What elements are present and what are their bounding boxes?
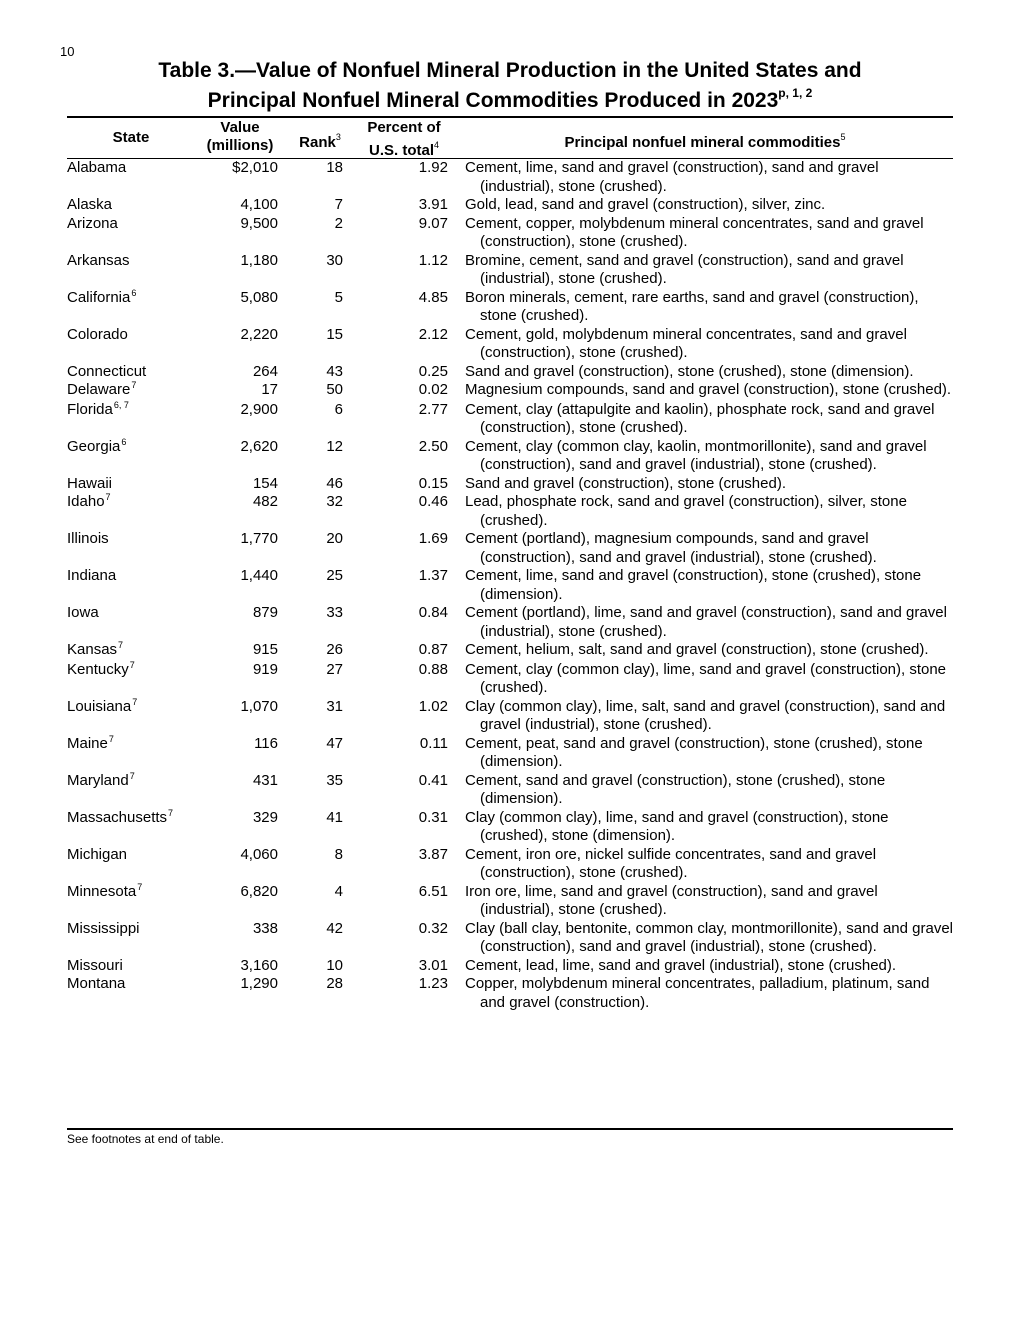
cell-rank: 50 [326, 381, 343, 398]
cell-value: 9,500 [240, 214, 278, 232]
commodities-text: Clay (ball clay, bentonite, common clay, montmorillonite), sand and gravel (construction), sand and gravel (industrial), stone (crushed). [465, 919, 953, 955]
commodities-text: Sand and gravel (construction), stone (crushed). [465, 474, 786, 492]
state-name: Illinois [67, 530, 109, 547]
table-row [67, 604, 953, 641]
state-name: Maryland [67, 771, 129, 789]
cell-state [67, 883, 205, 920]
cell-commodities [448, 846, 953, 883]
cell-rank: 20 [326, 530, 343, 547]
cell-commodities [448, 883, 953, 920]
commodities-text: Cement, clay (common clay, kaolin, montmorillonite), sand and gravel (construction), sand and gravel (industrial), stone (crushed). [465, 437, 927, 473]
state-name: Colorado [67, 325, 128, 343]
header-state [67, 129, 195, 147]
cell-rank: 25 [326, 567, 343, 584]
state-name: Connecticut [67, 362, 147, 380]
state-name: Kentucky [67, 660, 129, 678]
state-footnote-mark: 7 [108, 733, 114, 744]
commodities-text: Cement, helium, salt, sand and gravel (construction), stone (crushed). [465, 641, 929, 658]
header-value [196, 119, 284, 155]
cell-rank: 15 [326, 325, 343, 343]
cell-percent: 2.12 [418, 325, 448, 343]
cell-state [67, 567, 205, 604]
commodities-text: Cement, lime, sand and gravel (construction), stone (crushed), stone (dimension). [465, 567, 922, 603]
cell-rank: 27 [326, 660, 343, 678]
cell-state [67, 363, 205, 382]
cell-rank: 35 [326, 771, 343, 789]
cell-percent: 3.91 [418, 196, 448, 213]
state-name: Hawaii [67, 474, 113, 492]
cell-percent: 0.41 [418, 771, 448, 789]
cell-rank: 6 [334, 400, 343, 418]
cell-percent: 2.50 [418, 437, 448, 455]
cell-state [67, 438, 205, 475]
cell-value: 6,820 [240, 882, 278, 900]
cell-state [67, 772, 205, 809]
cell-percent: 0.84 [418, 604, 448, 621]
state-footnote-mark: 6 [121, 436, 127, 447]
state-name: Idaho [67, 493, 105, 510]
cell-value: 17 [261, 381, 278, 398]
commodities-text: Boron minerals, cement, rare earths, sand and gravel (construction), stone (crushed). [465, 288, 919, 324]
cell-commodities [448, 735, 953, 772]
state-name: Maine [67, 734, 108, 752]
cell-value: 2,220 [240, 325, 278, 343]
table-body [67, 159, 953, 1012]
cell-value: 2,620 [240, 437, 278, 455]
cell-commodities [448, 159, 953, 196]
table-row [67, 381, 953, 401]
cell-value: 1,770 [240, 530, 278, 547]
header-commodities [460, 129, 950, 152]
state-name: Arizona [67, 214, 118, 232]
cell-rank: 46 [326, 474, 343, 492]
state-name: Mississippi [67, 919, 140, 937]
cell-rank: 10 [326, 956, 343, 974]
cell-rank: 30 [326, 251, 343, 269]
cell-percent: 1.92 [418, 159, 448, 176]
cell-percent: 0.32 [418, 919, 448, 937]
cell-state [67, 530, 205, 567]
state-name: Georgia [67, 437, 121, 455]
state-footnote-mark: 6 [131, 287, 137, 298]
commodities-text: Cement, peat, sand and gravel (construction), stone (crushed), stone (dimension). [465, 734, 923, 770]
cell-state [67, 957, 205, 976]
header-commodities-sup: 5 [840, 132, 846, 142]
commodities-text: Cement (portland), magnesium compounds, sand and gravel (construction), sand and gravel (industrial), stone (crushed). [465, 530, 877, 566]
table-row [67, 975, 953, 1012]
cell-value: 879 [252, 604, 278, 621]
commodities-text: Cement, copper, molybdenum mineral concentrates, sand and gravel (construction), stone (crushed). [465, 214, 924, 250]
cell-state [67, 641, 205, 661]
state-name: Massachusetts [67, 808, 168, 826]
cell-commodities [448, 567, 953, 604]
table-row [67, 215, 953, 252]
commodities-text: Gold, lead, sand and gravel (construction), silver, zinc. [465, 196, 826, 213]
cell-value: $2,010 [232, 159, 278, 176]
state-name: Iowa [67, 604, 99, 621]
header-value-line2: (millions) [206, 137, 274, 154]
cell-commodities [448, 381, 953, 401]
table-row [67, 289, 953, 326]
cell-state [67, 475, 205, 494]
cell-state [67, 698, 205, 735]
cell-commodities [448, 475, 953, 494]
cell-commodities [448, 641, 953, 661]
state-name: California [67, 288, 131, 306]
state-footnote-mark: 7 [129, 770, 135, 781]
state-name: Delaware [67, 381, 131, 398]
table-row [67, 809, 953, 846]
table-row [67, 567, 953, 604]
cell-commodities [448, 252, 953, 289]
table-row [67, 196, 953, 215]
commodities-text: Clay (common clay), lime, salt, sand and gravel (construction), sand and gravel (industrial), stone (crushed). [465, 697, 946, 733]
cell-rank: 42 [326, 919, 343, 937]
cell-value: 1,180 [240, 251, 278, 269]
cell-state [67, 252, 205, 289]
cell-commodities [448, 809, 953, 846]
cell-state [67, 846, 205, 883]
table-row [67, 363, 953, 382]
title-text-2: Principal Nonfuel Mineral Commodities Produced in 2023 [207, 89, 779, 112]
cell-value: 1,070 [240, 697, 278, 715]
commodities-text: Bromine, cement, sand and gravel (construction), sand and gravel (industrial), stone (crushed). [465, 251, 904, 287]
header-percent-line1: Percent of [367, 119, 441, 136]
cell-rank: 8 [334, 845, 343, 863]
cell-value: 264 [252, 362, 278, 380]
cell-value: 338 [252, 919, 278, 937]
state-footnote-mark: 7 [168, 807, 174, 818]
header-percent [355, 119, 453, 160]
table-row [67, 735, 953, 772]
cell-rank: 28 [326, 975, 343, 992]
cell-percent: 3.87 [418, 845, 448, 863]
table-title-line-1 [67, 59, 953, 83]
cell-rank: 41 [326, 808, 343, 826]
commodities-text: Cement, lead, lime, sand and gravel (industrial), stone (crushed). [465, 956, 897, 974]
cell-percent: 0.11 [419, 734, 448, 752]
commodities-text: Copper, molybdenum mineral concentrates, palladium, platinum, sand and gravel (construction). [465, 975, 930, 1011]
state-name: Minnesota [67, 882, 137, 900]
cell-commodities [448, 438, 953, 475]
table-row [67, 641, 953, 661]
state-footnote-mark: 7 [131, 380, 137, 390]
state-footnote-mark: 7 [129, 659, 135, 670]
commodities-text: Cement (portland), lime, sand and gravel (construction), sand and gravel (industrial), stone (crushed). [465, 604, 947, 640]
state-name: Alabama [67, 159, 127, 176]
table-row [67, 957, 953, 976]
title-footnote-marks: p, 1, 2 [778, 86, 813, 100]
mineral-production-table [67, 159, 953, 1012]
cell-value: 5,080 [240, 288, 278, 306]
cell-commodities [448, 215, 953, 252]
cell-state [67, 401, 205, 438]
cell-percent: 1.23 [418, 975, 448, 992]
cell-value: 329 [252, 808, 278, 826]
state-name: Kansas [67, 641, 118, 658]
cell-state [67, 159, 205, 196]
footnote: See footnotes at end of table. [67, 1132, 224, 1146]
cell-percent: 3.01 [418, 956, 448, 974]
state-footnote-mark: 7 [132, 696, 138, 707]
cell-commodities [448, 604, 953, 641]
table-row [67, 252, 953, 289]
table-row [67, 475, 953, 494]
cell-rank: 2 [334, 214, 343, 232]
cell-value: 919 [252, 660, 278, 678]
cell-rank: 7 [334, 196, 343, 213]
state-footnote-mark: 7 [105, 492, 111, 502]
table-row [67, 326, 953, 363]
header-value-line1: Value [220, 119, 260, 136]
cell-commodities [448, 196, 953, 215]
cell-rank: 18 [326, 159, 343, 176]
state-name: Louisiana [67, 697, 132, 715]
header-state-label: State [112, 129, 150, 146]
cell-state [67, 735, 205, 772]
cell-value: 915 [252, 641, 278, 658]
state-name: Missouri [67, 956, 123, 974]
top-rule [67, 116, 953, 118]
commodities-text: Lead, phosphate rock, sand and gravel (construction), silver, stone (crushed). [465, 493, 907, 529]
header-rank-sup: 3 [335, 132, 341, 142]
commodities-text: Cement, lime, sand and gravel (construction), sand and gravel (industrial), stone (crushed). [465, 159, 879, 195]
header-rank [290, 129, 350, 152]
table-row [67, 920, 953, 957]
cell-percent: 1.02 [418, 697, 448, 715]
cell-value: 1,290 [240, 975, 278, 992]
header-commodities-label: Principal nonfuel mineral commodities [564, 134, 841, 151]
table-row [67, 846, 953, 883]
table-row [67, 772, 953, 809]
cell-state [67, 381, 205, 401]
table-row [67, 661, 953, 698]
cell-state [67, 196, 205, 215]
page-number: 10 [60, 44, 75, 59]
cell-rank: 26 [326, 641, 343, 658]
cell-commodities [448, 975, 953, 1012]
cell-value: 431 [252, 771, 278, 789]
cell-state [67, 326, 205, 363]
cell-state [67, 215, 205, 252]
cell-value: 154 [252, 474, 278, 492]
commodities-text: Cement, iron ore, nickel sulfide concentrates, sand and gravel (construction), stone (crushed). [465, 845, 877, 881]
cell-percent: 4.85 [418, 288, 448, 306]
cell-commodities [448, 326, 953, 363]
commodities-text: Cement, gold, molybdenum mineral concentrates, sand and gravel (construction), stone (crushed). [465, 325, 907, 361]
table-row [67, 883, 953, 920]
cell-value: 482 [252, 493, 278, 510]
cell-commodities [448, 772, 953, 809]
cell-percent: 0.31 [418, 808, 448, 826]
cell-percent: 6.51 [418, 882, 448, 900]
state-name: Indiana [67, 567, 117, 584]
cell-commodities [448, 920, 953, 957]
cell-value: 3,160 [240, 956, 278, 974]
cell-value: 4,100 [240, 196, 278, 213]
cell-state [67, 661, 205, 698]
header-percent-line2: U.S. total [368, 142, 434, 159]
cell-percent: 1.37 [418, 567, 448, 584]
table-row [67, 493, 953, 530]
cell-rank: 43 [326, 362, 343, 380]
title-text-1: Table 3.—Value of Nonfuel Mineral Production in the United States and [158, 59, 862, 82]
table-row [67, 159, 953, 196]
cell-commodities [448, 363, 953, 382]
state-footnote-mark: 6, 7 [113, 399, 129, 410]
cell-rank: 4 [334, 882, 343, 900]
header-rank-label: Rank [299, 134, 336, 151]
commodities-text: Sand and gravel (construction), stone (crushed), stone (dimension). [465, 362, 914, 380]
cell-commodities [448, 661, 953, 698]
cell-value: 2,900 [240, 400, 278, 418]
cell-value: 1,440 [240, 567, 278, 584]
state-footnote-mark: 7 [118, 640, 124, 650]
cell-commodities [448, 698, 953, 735]
cell-commodities [448, 957, 953, 976]
cell-state [67, 920, 205, 957]
commodities-text: Iron ore, lime, sand and gravel (construction), sand and gravel (industrial), stone (crushed). [465, 882, 878, 918]
cell-commodities [448, 289, 953, 326]
header-percent-sup: 4 [434, 140, 440, 150]
state-name: Alaska [67, 196, 113, 213]
state-name: Florida [67, 400, 113, 418]
state-name: Montana [67, 975, 126, 992]
commodities-text: Cement, clay (common clay), lime, sand and gravel (construction), stone (crushed). [465, 660, 947, 696]
cell-rank: 31 [326, 697, 343, 715]
cell-percent: 9.07 [418, 214, 448, 232]
table-title-line-2 [67, 83, 953, 113]
cell-percent: 0.46 [418, 493, 448, 510]
cell-state [67, 289, 205, 326]
state-footnote-mark: 7 [137, 881, 143, 892]
state-name: Arkansas [67, 251, 130, 269]
cell-rank: 32 [326, 493, 343, 510]
cell-commodities [448, 401, 953, 438]
cell-value: 116 [254, 734, 278, 752]
cell-state [67, 975, 205, 1012]
cell-percent: 0.88 [418, 660, 448, 678]
cell-rank: 47 [326, 734, 343, 752]
cell-value: 4,060 [240, 845, 278, 863]
cell-state [67, 809, 205, 846]
cell-percent: 0.25 [418, 362, 448, 380]
cell-rank: 5 [334, 288, 343, 306]
cell-percent: 0.87 [418, 641, 448, 658]
cell-percent: 0.02 [418, 381, 448, 398]
cell-percent: 1.12 [418, 251, 448, 269]
bottom-rule [67, 1128, 953, 1130]
cell-percent: 0.15 [418, 474, 448, 492]
table-row [67, 530, 953, 567]
cell-percent: 2.77 [418, 400, 448, 418]
state-name: Michigan [67, 845, 128, 863]
table-row [67, 698, 953, 735]
table-row [67, 438, 953, 475]
cell-state [67, 604, 205, 641]
commodities-text: Clay (common clay), lime, sand and gravel (construction), stone (crushed), stone (dimension). [465, 808, 889, 844]
table-row [67, 401, 953, 438]
cell-rank: 33 [326, 604, 343, 621]
commodities-text: Cement, clay (attapulgite and kaolin), phosphate rock, sand and gravel (construction), stone (crushed). [465, 400, 935, 436]
cell-state [67, 493, 205, 530]
commodities-text: Cement, sand and gravel (construction), stone (crushed), stone (dimension). [465, 771, 886, 807]
cell-rank: 12 [326, 437, 343, 455]
cell-percent: 1.69 [418, 530, 448, 547]
cell-commodities [448, 530, 953, 567]
cell-commodities [448, 493, 953, 530]
commodities-text: Magnesium compounds, sand and gravel (construction), stone (crushed). [465, 381, 952, 398]
